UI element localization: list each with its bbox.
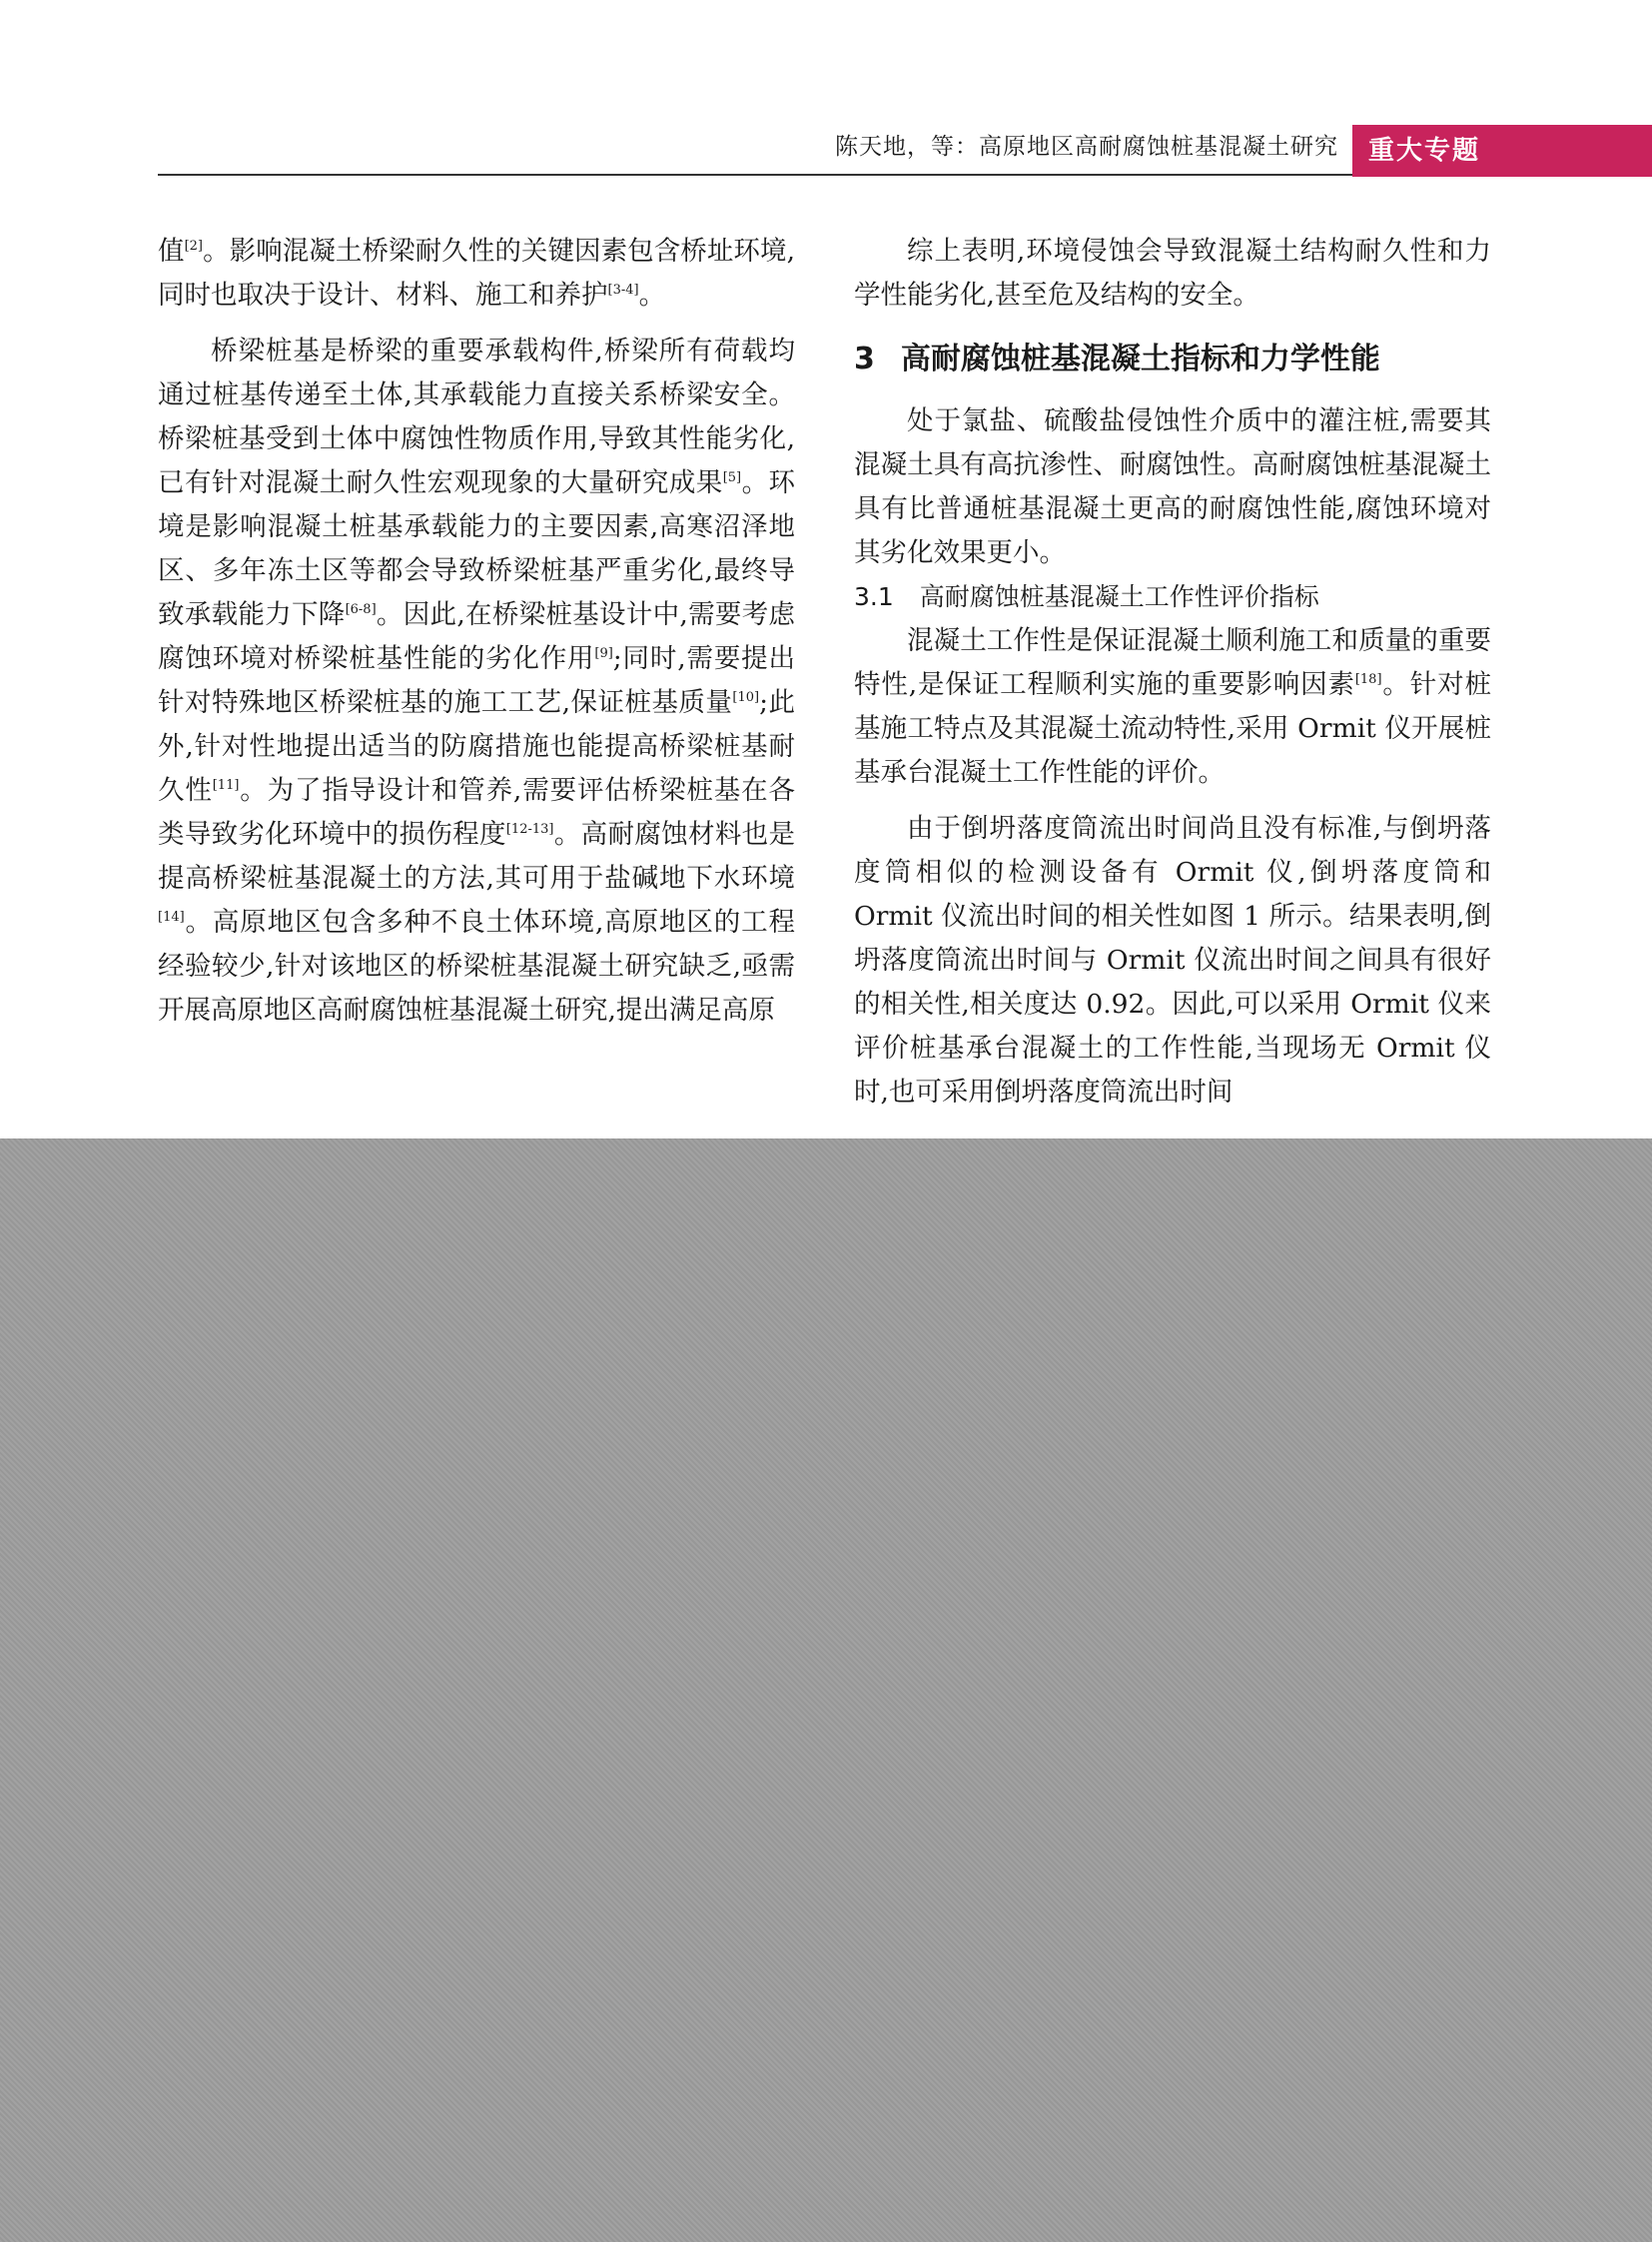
citation-ref: [18] — [1354, 672, 1382, 688]
text-run: 。 — [638, 280, 666, 311]
text-run: 桥梁桩基是桥梁的重要承载构件,桥梁所有荷载均通过桩基传递至土体,其承载能力直接关系桥梁安全。桥梁桩基受到土体中腐蚀性物质作用,导致其性能劣化,已有针对混凝土耐久性宏观现象的大量研究成果 — [158, 336, 795, 498]
section-heading — [854, 338, 1491, 381]
citation-ref: [3-4] — [607, 283, 639, 299]
text-run: 。影响混凝土桥梁耐久性的关键因素包含桥址环境,同时也取决于设计、材料、施工和养护 — [158, 236, 795, 311]
subsection-number: 3.1 — [854, 582, 894, 611]
text-run: 。针对桩基施工特点及其混凝土流动特性,采用 Ormit 仪开展桩基承台混凝土工作性能的评价。 — [854, 669, 1491, 788]
section-tag: 重大专题 — [1352, 125, 1652, 177]
text-run: ;此外,针对性地提出适当的防腐措施也能提高桥梁桩基耐久性 — [158, 687, 795, 806]
header-rule — [158, 174, 1352, 176]
section-number: 3 — [854, 342, 875, 376]
citation-ref: [14] — [158, 910, 185, 926]
section-title: 高耐腐蚀桩基混凝土指标和力学性能 — [900, 342, 1380, 376]
text-run: 混凝土工作性是保证混凝土顺利施工和质量的重要特性,是保证工程顺利实施的重要影响因素 — [854, 625, 1491, 700]
right-column — [854, 230, 1491, 1115]
subsection-title: 高耐腐蚀桩基混凝土工作性评价指标 — [919, 582, 1319, 611]
citation-ref: [5] — [722, 470, 742, 486]
paragraph-corrosive-media: 处于氯盐、硫酸盐侵蚀性介质中的灌注桩,需要其混凝土具有高抗渗性、耐腐蚀性。高耐腐蚀桩基混凝土具有比普通桩基混凝土更高的耐腐蚀性能,腐蚀环境对其劣化效果更小。 — [854, 405, 1491, 568]
text-run: 。因此,在桥梁桩基设计中,需要考虑腐蚀环境对桥梁桩基性能的劣化作用 — [158, 599, 795, 674]
citation-ref: [9] — [594, 646, 613, 662]
text-run: 。环境是影响混凝土桩基承载能力的主要因素,高寒沼泽地区、多年冻土区等都会导致桥梁桩基严重劣化,最终导致承载能力下降 — [158, 467, 796, 630]
text-run: 。高耐腐蚀材料也是提高桥梁桩基混凝土的方法,其可用于盐碱地下水环境 — [158, 819, 796, 894]
text-run: 值 — [158, 236, 185, 267]
text-run: ;同时,需要提出针对特殊地区桥梁桩基的施工工艺,保证桩基质量 — [158, 643, 795, 718]
text-run: 。为了指导设计和管养,需要评估桥梁桩基在各类导致劣化环境中的损伤程度 — [158, 775, 795, 850]
citation-ref: [2] — [184, 239, 203, 255]
citation-ref: [12-13] — [505, 822, 554, 838]
paragraph-pile-foundation — [158, 330, 795, 1033]
paragraph-intro-continued — [158, 230, 795, 318]
paragraph-summary: 综上表明,环境侵蚀会导致混凝土结构耐久性和力学性能劣化,甚至危及结构的安全。 — [854, 236, 1491, 311]
paragraph-workability — [854, 619, 1491, 795]
citation-ref: [10] — [732, 690, 760, 706]
paragraph-ormit: 由于倒坍落度筒流出时间尚且没有标准,与倒坍落度筒相似的检测设备有 Ormit 仪,倒坍落度筒和 Ormit 仪流出时间的相关性如图 1 所示。结果表明,倒坍落度筒流出时间与 Ormit 仪流出时间之间具有很好的相关性,相关度达 0.92。因此,可以采用 Ormit 仪来评价桩基承台混凝土的工作性能,当现场无 Ormit 仪时,也可采用倒坍落度筒流出时间 — [854, 813, 1491, 1108]
running-title: 陈天地，等：高原地区高耐腐蚀桩基混凝土研究 — [835, 134, 1338, 160]
text-run: 。高原地区包含多种不良土体环境,高原地区的工程经验较少,针对该地区的桥梁桩基混凝土研究缺乏,亟需开展高原地区高耐腐蚀桩基混凝土研究,提出满足高原 — [158, 907, 795, 1026]
citation-ref: [6-8] — [345, 602, 377, 618]
subsection-heading — [854, 575, 1491, 619]
left-column — [158, 230, 795, 1033]
citation-ref: [11] — [212, 778, 240, 794]
gray-occlusion-block — [0, 1138, 1652, 2242]
